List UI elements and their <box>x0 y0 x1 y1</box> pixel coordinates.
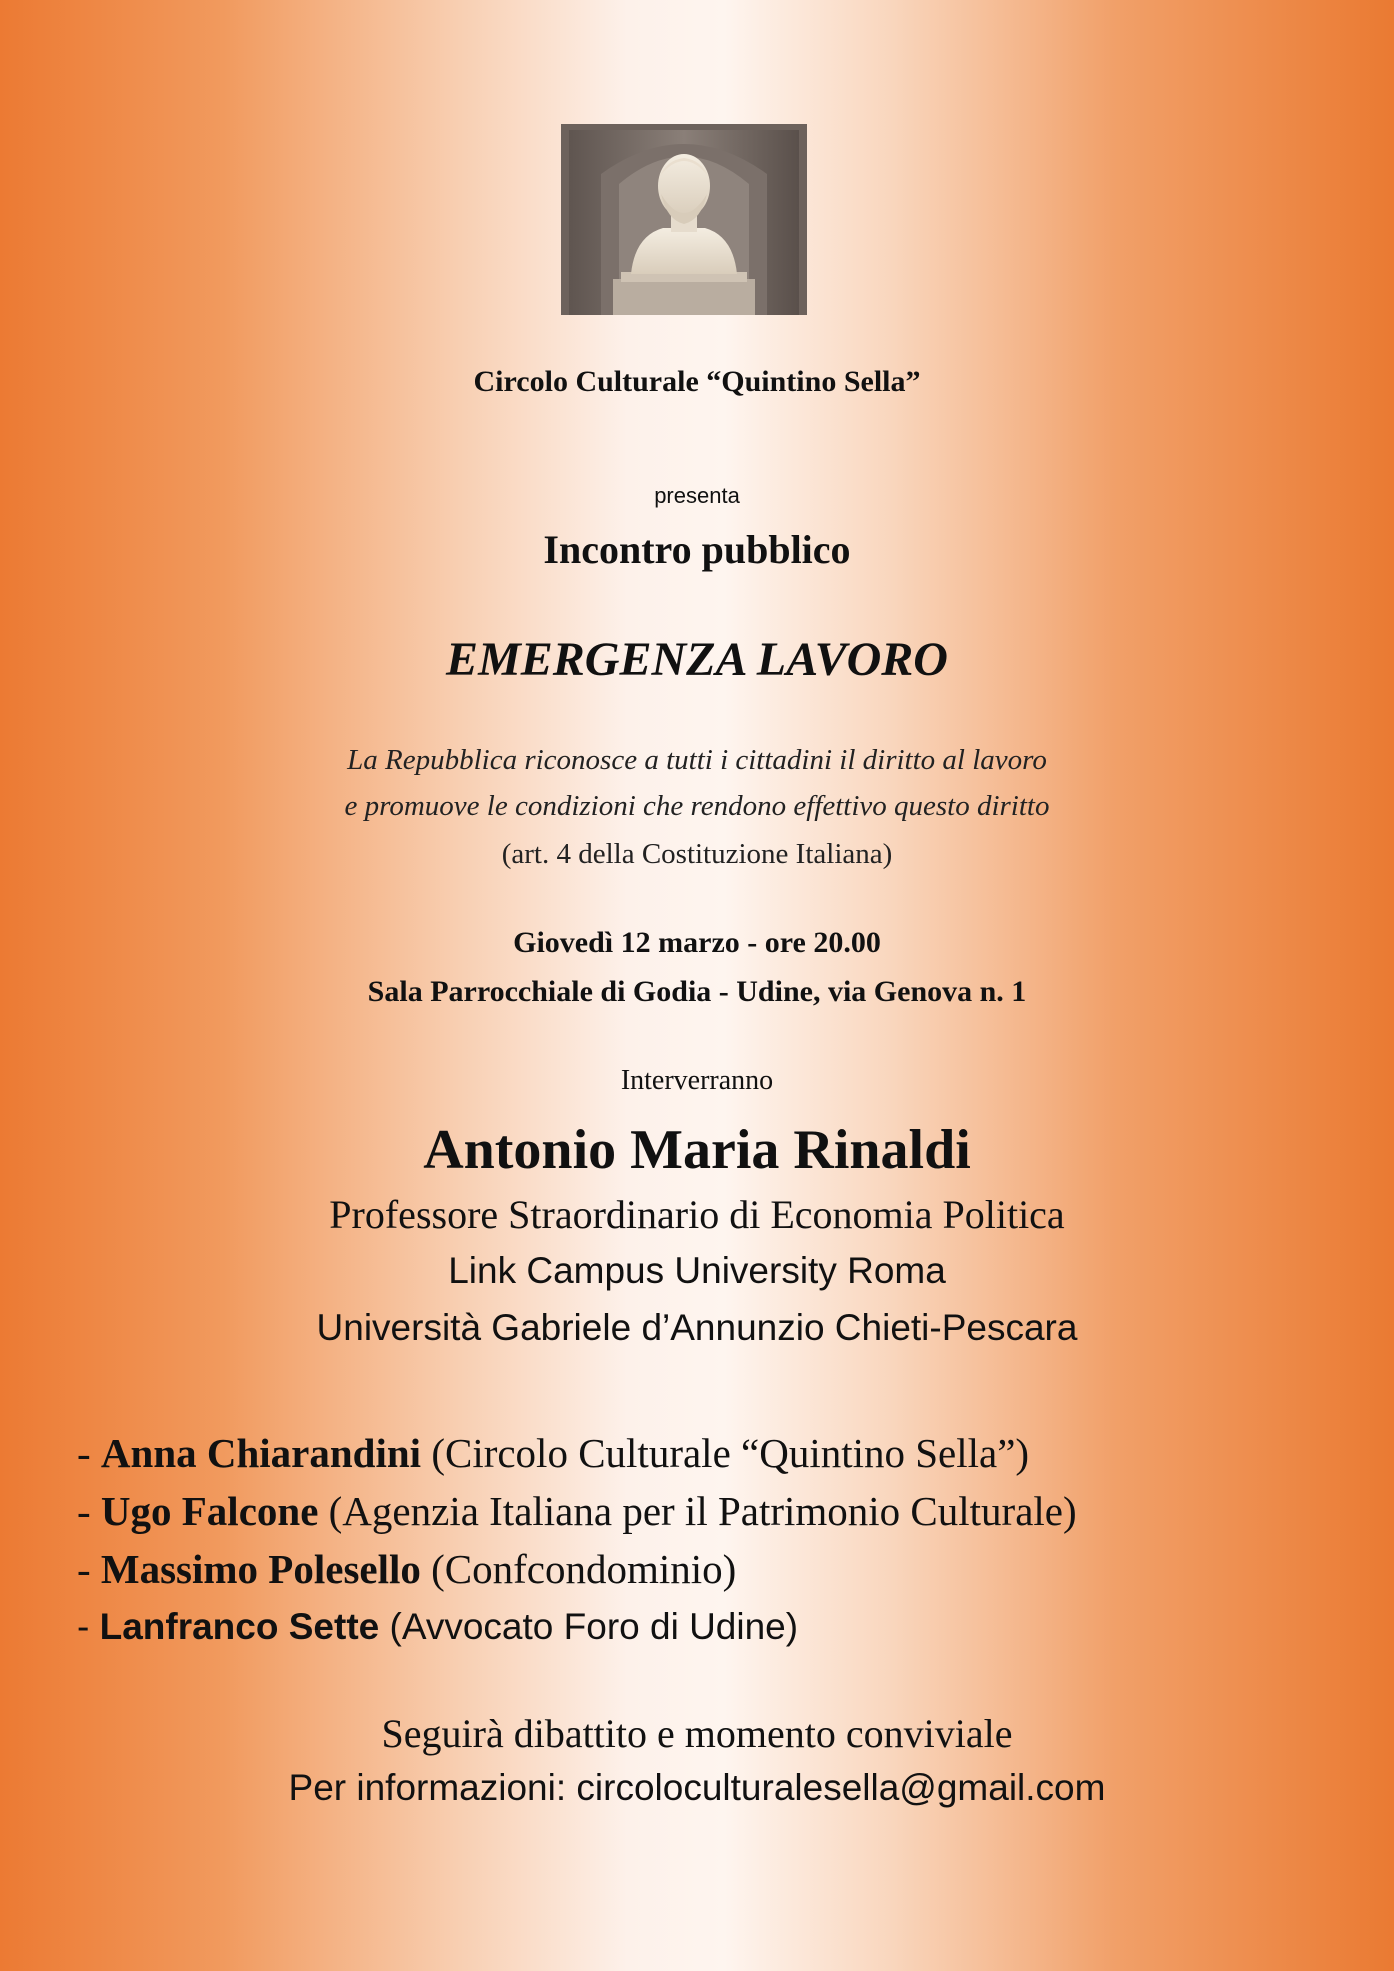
guest-affiliation: (Circolo Culturale “Quintino Sella”) <box>431 1430 1030 1476</box>
closing-note: Seguirà dibattito e momento conviviale <box>381 1711 1013 1756</box>
constitution-quote-line-1: La Repubblica riconosce a tutti i cittadini il diritto al lavoro <box>347 744 1047 776</box>
organizer-name: Circolo Culturale “Quintino Sella” <box>473 365 921 398</box>
bust-photo <box>561 124 807 315</box>
constitution-quote-line-2: e promuove le condizioni che rendono effettivo questo diritto <box>344 790 1050 822</box>
guest-affiliation: (Agenzia Italiana per il Patrimonio Culturale) <box>328 1488 1077 1534</box>
event-title: EMERGENZA LAVORO <box>446 633 948 686</box>
guest-item: - Ugo Falcone (Agenzia Italiana per il Patrimonio Culturale) <box>77 1488 1077 1534</box>
speakers-intro: Interverranno <box>620 1065 774 1096</box>
main-speaker-name: Antonio Maria Rinaldi <box>423 1119 971 1181</box>
guest-name: Lanfranco Sette <box>99 1606 380 1647</box>
guest-affiliation: (Avvocato Foro di Udine) <box>389 1606 799 1647</box>
guest-item: - Lanfranco Sette (Avvocato Foro di Udine) <box>77 1606 799 1647</box>
guest-name: Massimo Polesello <box>100 1546 421 1592</box>
main-speaker-affiliation-1: Link Campus University Roma <box>448 1250 946 1291</box>
guest-item: - Anna Chiarandini (Circolo Culturale “Quintino Sella”) <box>77 1430 1030 1476</box>
guest-item: - Massimo Polesello (Confcondominio) <box>77 1546 737 1592</box>
main-speaker-role: Professore Straordinario di Economia Politica <box>329 1192 1065 1237</box>
event-date-time: Giovedì 12 marzo - ore 20.00 <box>513 926 881 959</box>
presents-label: presenta <box>654 483 740 508</box>
event-type: Incontro pubblico <box>543 527 851 572</box>
event-venue: Sala Parrocchiale di Godia - Udine, via Genova n. 1 <box>367 975 1027 1008</box>
guest-affiliation: (Confcondominio) <box>431 1546 737 1592</box>
main-speaker-affiliation-2: Università Gabriele d’Annunzio Chieti-Pescara <box>316 1307 1078 1348</box>
quote-source: (art. 4 della Costituzione Italiana) <box>501 838 893 870</box>
guest-name: Ugo Falcone <box>100 1488 319 1534</box>
guest-name: Anna Chiarandini <box>100 1430 422 1476</box>
contact-info: Per informazioni: circoloculturalesella@gmail.com <box>288 1767 1106 1808</box>
guest-list <box>77 1424 1077 1656</box>
